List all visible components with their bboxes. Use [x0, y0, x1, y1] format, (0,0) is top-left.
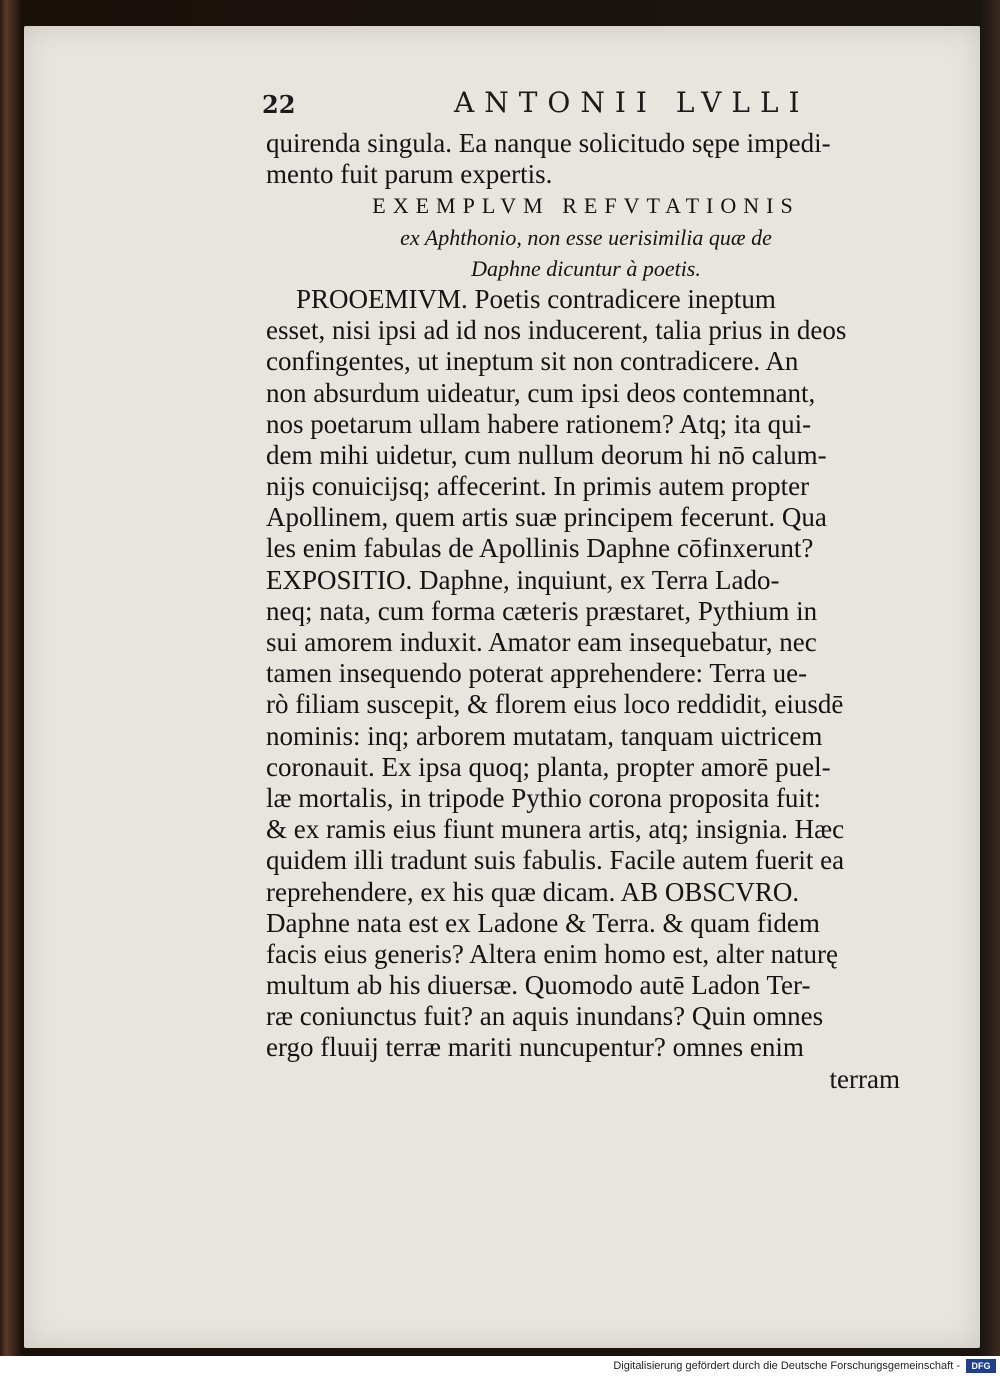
- section-heading: EXEMPLVM REFVTATIONIS: [372, 193, 800, 219]
- page-header: [262, 86, 902, 130]
- text-line: confingentes, ut ineptum sit non contradicere. An: [266, 346, 799, 377]
- text-line: les enim fabulas de Apollinis Daphne cōfinxerunt?: [266, 533, 814, 564]
- text-line: mento fuit parum expertis.: [266, 159, 553, 190]
- text-line: reprehendere, ex his quæ dicam. AB OBSCVRO.: [266, 876, 800, 907]
- section-subheading: Daphne dicuntur à poetis.: [471, 255, 701, 281]
- text-line: nominis: inq; arborem mutatam, tanquam uictricem: [266, 720, 823, 751]
- text-line: PROOEMIVM. Poetis contradicere ineptum: [296, 283, 776, 314]
- text-line: tamen insequendo poterat apprehendere: Terra ue-: [266, 658, 808, 689]
- text-line: quirenda singula. Ea nanque solicitudo sępe impedi-: [266, 128, 831, 158]
- text-line: quidem illi tradunt suis fabulis. Facile autem fuerit ea: [266, 845, 845, 876]
- text-line: multum ab his diuersæ. Quomodo autē Ladon Ter-: [266, 970, 811, 1001]
- text-line: Daphne nata est ex Ladone & Terra. & quam fidem: [266, 907, 820, 938]
- text-line: dem mihi uidetur, cum nullum deorum hi nō calum-: [266, 439, 827, 470]
- catchword: terram: [829, 1063, 900, 1094]
- funding-credit: Digitalisierung gefördert durch die Deutsche Forschungsgemeinschaft -: [613, 1360, 960, 1372]
- footer-bar: [0, 1356, 1000, 1376]
- body-text: [266, 128, 906, 1095]
- text-line: non absurdum uideatur, cum ipsi deos contemnant,: [266, 377, 816, 408]
- text-line: EXPOSITIO. Daphne, inquiunt, ex Terra Lado-: [266, 564, 780, 595]
- text-line: nijs conuicijsq; affecerint. In primis autem propter: [266, 471, 810, 502]
- text-line: coronauit. Ex ipsa quoq; planta, propter amorē puel-: [266, 751, 831, 782]
- text-line: nos poetarum ullam habere rationem? Atq; ita qui-: [266, 408, 812, 439]
- page-number: 22: [262, 90, 296, 119]
- section-subheading: ex Aphthonio, non esse uerisimilia quæ de: [400, 224, 772, 250]
- text-line: esset, nisi ipsi ad id nos inducerent, talia prius in deos: [266, 315, 847, 346]
- text-line: facis eius generis? Altera enim homo est, alter naturę: [266, 938, 839, 969]
- text-line: neq; nata, cum forma cæteris præstaret, Pythium in: [266, 595, 818, 626]
- text-line: læ mortalis, in tripode Pythio corona proposita fuit:: [266, 782, 821, 813]
- dfg-logo-icon: DFG: [966, 1359, 996, 1373]
- running-title: ANTONII LVLLI: [454, 86, 810, 119]
- text-line: sui amorem induxit. Amator eam insequebatur, nec: [266, 627, 817, 657]
- text-line: & ex ramis eius fiunt munera artis, atq; insignia. Hæc: [266, 814, 845, 845]
- text-line: rò filiam suscepit, & florem eius loco reddidit, eiusdē: [266, 689, 844, 720]
- text-line: ræ coniunctus fuit? an aquis inundans? Quin omnes: [266, 1001, 824, 1032]
- text-line: Apollinem, quem artis suæ principem fecerunt. Qua: [266, 502, 827, 533]
- text-line: ergo fluuij terræ mariti nuncupentur? omnes enim: [266, 1032, 804, 1063]
